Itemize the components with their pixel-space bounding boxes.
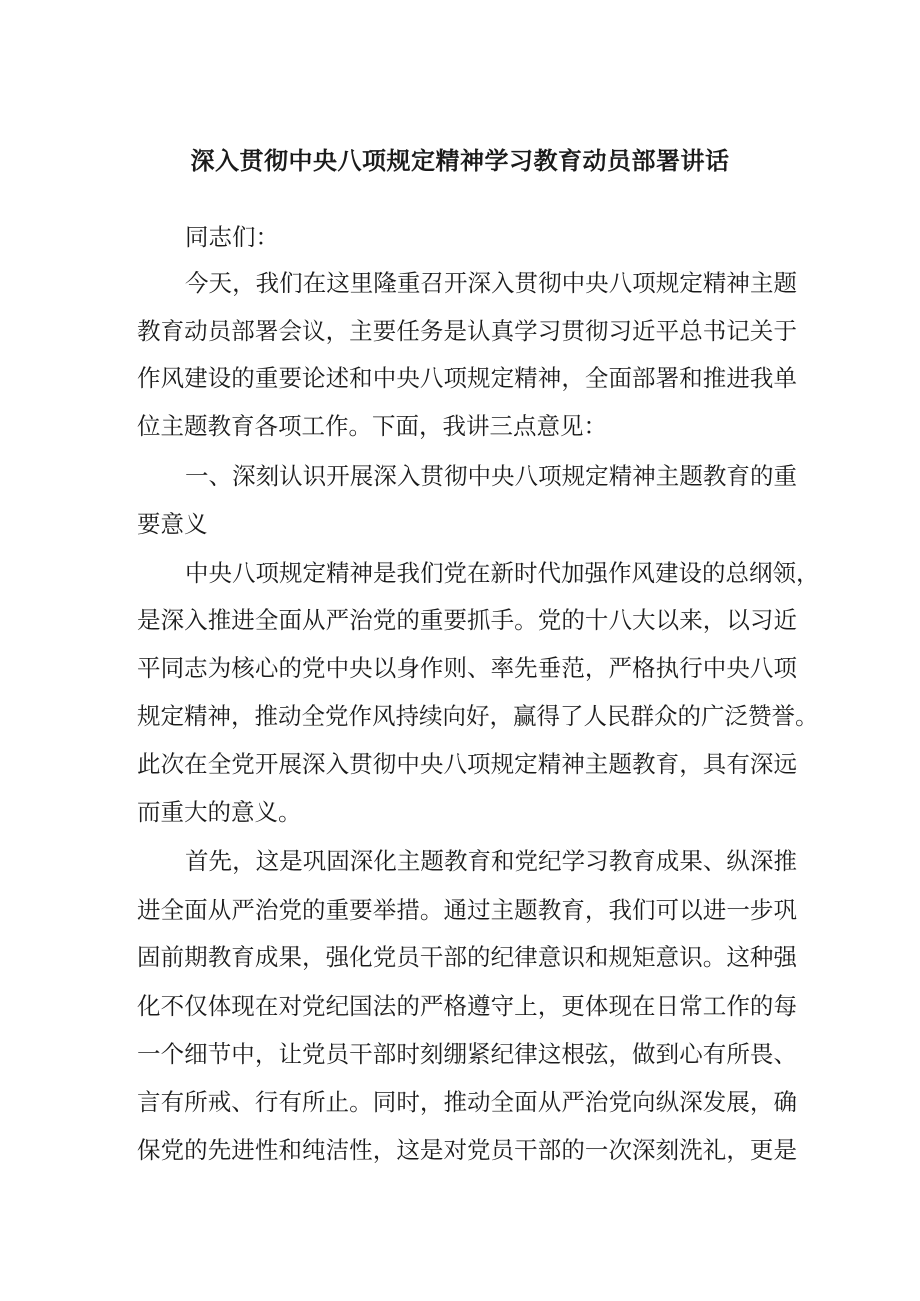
paragraph-line: 规定精神，推动全党作风持续向好，赢得了人民群众的广泛赞誉。 — [137, 702, 819, 730]
paragraph-line: 今天，我们在这里隆重召开深入贯彻中央八项规定精神主题 — [185, 269, 797, 297]
salutation: 同志们： — [185, 223, 279, 251]
paragraph-line: 平同志为核心的党中央以身作则、率先垂范，严格执行中央八项 — [137, 654, 797, 682]
paragraph-line: 化不仅体现在对党纪国法的严格遵守上，更体现在日常工作的每 — [137, 992, 797, 1020]
paragraph-line: 一个细节中，让党员干部时刻绷紧纪律这根弦，做到心有所畏、 — [137, 1040, 797, 1068]
paragraph-line: 中央八项规定精神是我们党在新时代加强作风建设的总纲领， — [185, 559, 820, 587]
document-title: 深入贯彻中央八项规定精神学习教育动员部署讲话 — [190, 146, 730, 175]
paragraph-line: 教育动员部署会议，主要任务是认真学习贯彻习近平总书记关于 — [137, 317, 797, 345]
paragraph-line: 作风建设的重要论述和中央八项规定精神，全面部署和推进我单 — [137, 364, 797, 392]
paragraph-line: 位主题教育各项工作。下面，我讲三点意见： — [137, 412, 607, 440]
paragraph-line: 此次在全党开展深入贯彻中央八项规定精神主题教育，具有深远 — [137, 750, 797, 778]
section-heading-line: 要意义 — [137, 510, 208, 538]
paragraph-line: 是深入推进全面从严治党的重要抓手。党的十八大以来，以习近 — [137, 606, 797, 634]
paragraph-line: 保党的先进性和纯洁性，这是对党员干部的一次深刻洗礼，更是 — [137, 1136, 797, 1164]
paragraph-line: 首先，这是巩固深化主题教育和党纪学习教育成果、纵深推 — [185, 847, 797, 875]
paragraph-line: 固前期教育成果，强化党员干部的纪律意识和规矩意识。这种强 — [137, 943, 797, 971]
section-heading-line: 一、深刻认识开展深入贯彻中央八项规定精神主题教育的重 — [185, 462, 797, 490]
paragraph-line: 而重大的意义。 — [137, 798, 302, 826]
paragraph-line: 进全面从严治党的重要举措。通过主题教育，我们可以进一步巩 — [137, 896, 797, 924]
paragraph-line: 言有所戒、行有所止。同时，推动全面从严治党向纵深发展，确 — [137, 1088, 797, 1116]
